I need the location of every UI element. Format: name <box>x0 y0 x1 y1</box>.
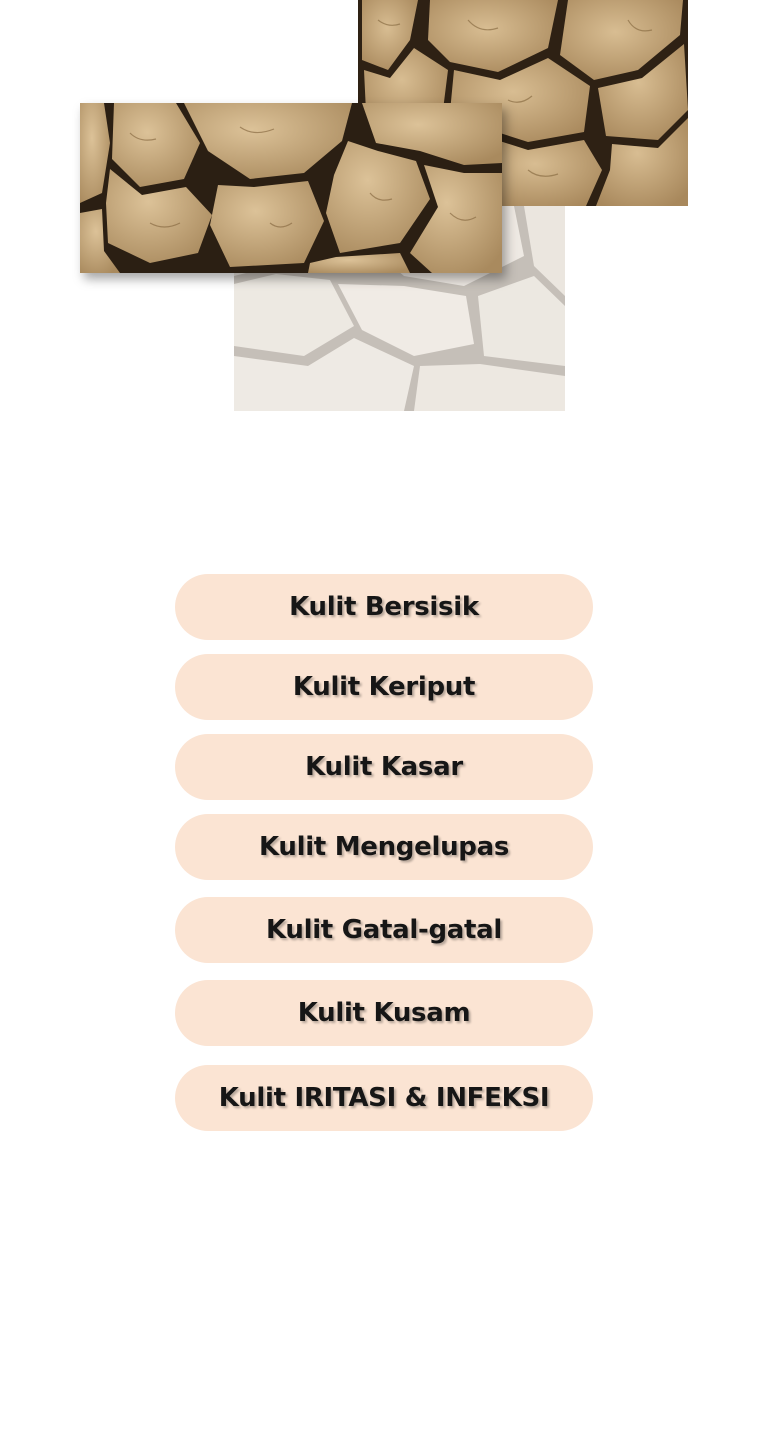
symptom-button-iritasi-infeksi[interactable] <box>175 1065 593 1131</box>
symptom-label: Kulit Kasar <box>305 752 463 782</box>
symptom-label: Kulit Mengelupas <box>258 832 510 862</box>
symptom-label: Kulit Kusam <box>297 998 471 1028</box>
skin-symptom-list <box>175 574 593 1131</box>
symptom-button-kusam[interactable] <box>175 980 593 1046</box>
symptom-label: Kulit Gatal-gatal <box>265 915 502 945</box>
symptom-button-kasar[interactable] <box>175 734 593 800</box>
symptom-label: Kulit Bersisik <box>289 592 479 622</box>
symptom-label: Kulit IRITASI & INFEKSI <box>218 1083 550 1113</box>
symptom-button-bersisik[interactable] <box>175 574 593 640</box>
symptom-button-mengelupas[interactable] <box>175 814 593 880</box>
symptom-label: Kulit Keriput <box>292 672 476 702</box>
symptom-button-gatal-gatal[interactable] <box>175 897 593 963</box>
symptom-button-keriput[interactable] <box>175 654 593 720</box>
cracked-soil-photo-left <box>80 103 502 273</box>
